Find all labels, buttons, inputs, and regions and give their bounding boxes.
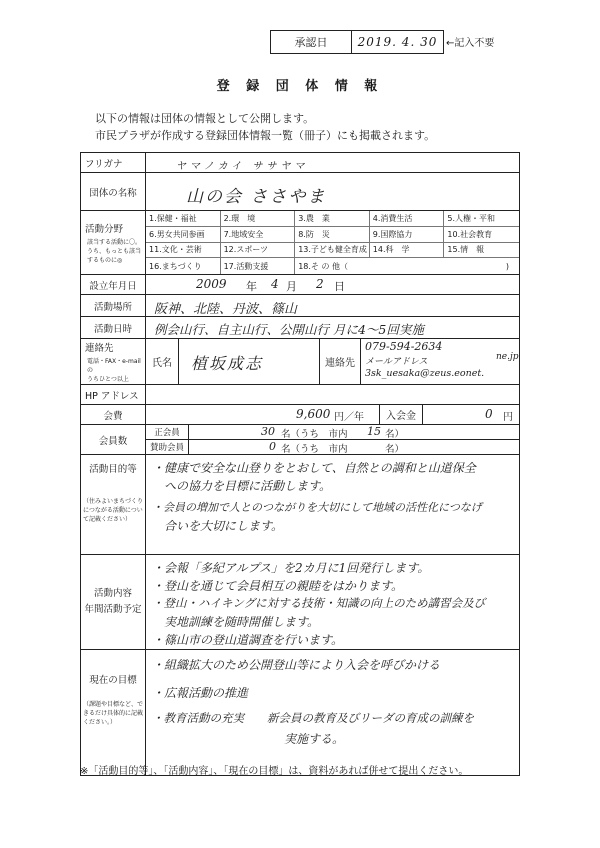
approval-date: 2019. 4. 30 bbox=[357, 35, 438, 49]
activity-other-label: 18.そ の 他（ bbox=[298, 261, 348, 271]
furigana-label: フリガナ bbox=[81, 153, 146, 172]
activity-label-cell bbox=[81, 211, 146, 274]
activity-grid bbox=[146, 211, 519, 274]
purpose-line: 合いを大切にします。 bbox=[152, 519, 284, 533]
support-member-count: 0 bbox=[269, 440, 276, 453]
activity-item: 17.活動支援 bbox=[221, 258, 296, 274]
founded-day-unit: 日 bbox=[334, 280, 345, 293]
contact-mail-suffix: ne.jp bbox=[496, 352, 519, 362]
place-label: 活動場所 bbox=[81, 295, 146, 316]
goal-label-cell bbox=[81, 650, 146, 775]
page-title: 登 録 団 体 情 報 bbox=[216, 79, 384, 94]
activity-item: 11.文化・芸術 bbox=[146, 243, 221, 259]
contact-email: 3sk_uesaka@zeus.eonet. bbox=[365, 368, 485, 379]
activity-item: 8.防 災 bbox=[295, 227, 370, 243]
hp-label: HP アドレス bbox=[81, 385, 146, 404]
fee-label: 会費 bbox=[81, 405, 146, 424]
activity-other-close: ) bbox=[505, 261, 509, 271]
approval-label: 承認日 bbox=[271, 31, 352, 53]
entry-fee-unit: 円 bbox=[503, 412, 513, 423]
contact-name-label: 氏名 bbox=[146, 339, 179, 384]
contact-row bbox=[81, 339, 519, 385]
contact-note: 電話・FAX・e-mail の うちひとつ以上 bbox=[87, 357, 141, 383]
goal-label: 現在の目標 bbox=[89, 675, 137, 686]
content-row bbox=[81, 555, 519, 650]
name-row bbox=[81, 173, 519, 211]
goal-line: ・組織拡大のため公開登山等により入会を呼びかける bbox=[152, 658, 441, 672]
footnote: ※「活動目的等」、「活動内容」、「現在の目標」は、資料があれば併せて提出ください。 bbox=[80, 766, 469, 777]
founded-month-unit: 月 bbox=[286, 280, 297, 293]
purpose-label: 活動目的等 bbox=[89, 464, 137, 475]
fee-row bbox=[81, 405, 519, 425]
schedule-value: 例会山行、自主山行、公開山行 月に4～5回実施 bbox=[154, 322, 424, 337]
place-value: 阪神、北陸、丹波、篠山 bbox=[154, 302, 298, 317]
activity-item: 10.社会教育 bbox=[444, 227, 519, 243]
content-line: ・登山を通じて会員相互の親睦をはかります。 bbox=[152, 579, 404, 593]
fee-amount: 9,600 bbox=[296, 407, 331, 421]
activity-label: 活動分野 bbox=[85, 223, 124, 235]
purpose-row bbox=[81, 455, 519, 555]
contact-phone: 079-594-2634 bbox=[365, 340, 443, 353]
contact-label: 連絡先 bbox=[85, 342, 114, 354]
founded-row bbox=[81, 275, 519, 295]
content-label: 活動内容 年間活動予定 bbox=[81, 555, 146, 649]
founded-year-unit: 年 bbox=[246, 280, 257, 293]
founded-month: 4 bbox=[271, 277, 279, 291]
goal-line: ・教育活動の充実 新会員の教育及びリーダの育成の訓練を bbox=[152, 711, 474, 725]
content-line: ・登山・ハイキングに対する技術・知識の向上のため講習会及び bbox=[152, 596, 486, 610]
activity-item: 4.消費生活 bbox=[370, 211, 445, 227]
schedule-row bbox=[81, 317, 519, 339]
goal-row bbox=[81, 650, 519, 775]
regular-member-count: 30 bbox=[261, 425, 275, 438]
members-row bbox=[81, 425, 519, 455]
furigana-row bbox=[81, 153, 519, 173]
contact-name: 植坂成志 bbox=[191, 354, 264, 373]
activity-item: 14.科 学 bbox=[370, 243, 445, 259]
regular-member-unit-end: 名） bbox=[385, 429, 405, 440]
activity-item: 16.まちづくり bbox=[146, 258, 221, 274]
goal-line: 実施する。 bbox=[152, 732, 345, 746]
intro-line-2: 市民プラザが作成する登録団体情報一覧（冊子）にも掲載されます。 bbox=[95, 129, 436, 142]
regular-member-label: 正会員 bbox=[146, 425, 189, 439]
founded-label: 設立年月日 bbox=[81, 275, 146, 294]
entry-fee-label: 入会金 bbox=[380, 405, 423, 424]
members-label: 会員数 bbox=[81, 425, 146, 454]
place-row bbox=[81, 295, 519, 317]
registration-form bbox=[80, 152, 520, 776]
goal-line: ・広報活動の推進 bbox=[152, 686, 249, 700]
support-member-label: 賛助会員 bbox=[146, 440, 189, 454]
support-member-unit-end: 名） bbox=[385, 444, 405, 455]
purpose-label-cell bbox=[81, 455, 146, 554]
furigana-value: ヤマノカイ ササヤマ bbox=[176, 161, 309, 172]
approval-note: ←記入不要 bbox=[446, 38, 495, 49]
activity-item: 5.人権・平和 bbox=[444, 211, 519, 227]
contact-label-cell bbox=[81, 339, 146, 384]
approval-box bbox=[270, 30, 444, 54]
activity-item: 1.保健・福祉 bbox=[146, 211, 221, 227]
name-label: 団体の名称 bbox=[81, 173, 146, 210]
founded-day: 2 bbox=[316, 277, 324, 291]
content-line: ・篠山市の登山道調査を行います。 bbox=[152, 633, 344, 647]
hp-row bbox=[81, 385, 519, 405]
contact-mail-label: メールアドレス bbox=[365, 357, 428, 367]
goal-note: （課題や目標など、できるだけ具体的に記載ください。） bbox=[83, 701, 144, 726]
activity-item: 2.環 境 bbox=[221, 211, 296, 227]
activity-row bbox=[81, 211, 519, 275]
activity-item: 7.地域安全 bbox=[221, 227, 296, 243]
purpose-note: （住みよいまちづくりにつながる活動について記載ください） bbox=[83, 498, 143, 523]
intro-line-1: 以下の情報は団体の情報として公開します。 bbox=[95, 112, 315, 125]
content-line: 実地訓練を随時開催します。 bbox=[152, 615, 320, 629]
activity-item: 6.男女共同参画 bbox=[146, 227, 221, 243]
regular-member-city: 15 bbox=[367, 425, 381, 438]
activity-item: 15.情 報 bbox=[444, 243, 519, 259]
schedule-label: 活動日時 bbox=[81, 317, 146, 338]
contact-info-label: 連絡先 bbox=[320, 339, 361, 384]
activity-note: 該当する活動に〇。うち、もっとも該当するものに◎ bbox=[87, 238, 142, 264]
activity-item-other bbox=[295, 258, 519, 274]
activity-item: 3.農 業 bbox=[295, 211, 370, 227]
founded-year: 2009 bbox=[196, 277, 227, 291]
content-line: ・会報「多紀アルプス」を2カ月に1回発行します。 bbox=[152, 561, 430, 575]
purpose-line: ・会員の増加で人とのつながりを大切にして地域の活性化につなげ bbox=[152, 501, 482, 514]
activity-item: 9.国際協力 bbox=[370, 227, 445, 243]
regular-member-unit: 名（うち 市内 bbox=[281, 429, 348, 440]
purpose-line: ・健康で安全な山登りをとおして、自然との調和と山道保全 bbox=[152, 461, 476, 475]
support-member-unit: 名（うち 市内 bbox=[281, 444, 348, 455]
activity-item: 13.子ども健全育成 bbox=[295, 243, 370, 259]
fee-unit: 円／年 bbox=[334, 412, 364, 423]
name-value: 山の会 ささやま bbox=[186, 187, 327, 207]
purpose-line: への協力を目標に活動します。 bbox=[152, 479, 332, 493]
entry-fee-amount: 0 bbox=[485, 407, 493, 421]
activity-item: 12.スポーツ bbox=[221, 243, 296, 259]
